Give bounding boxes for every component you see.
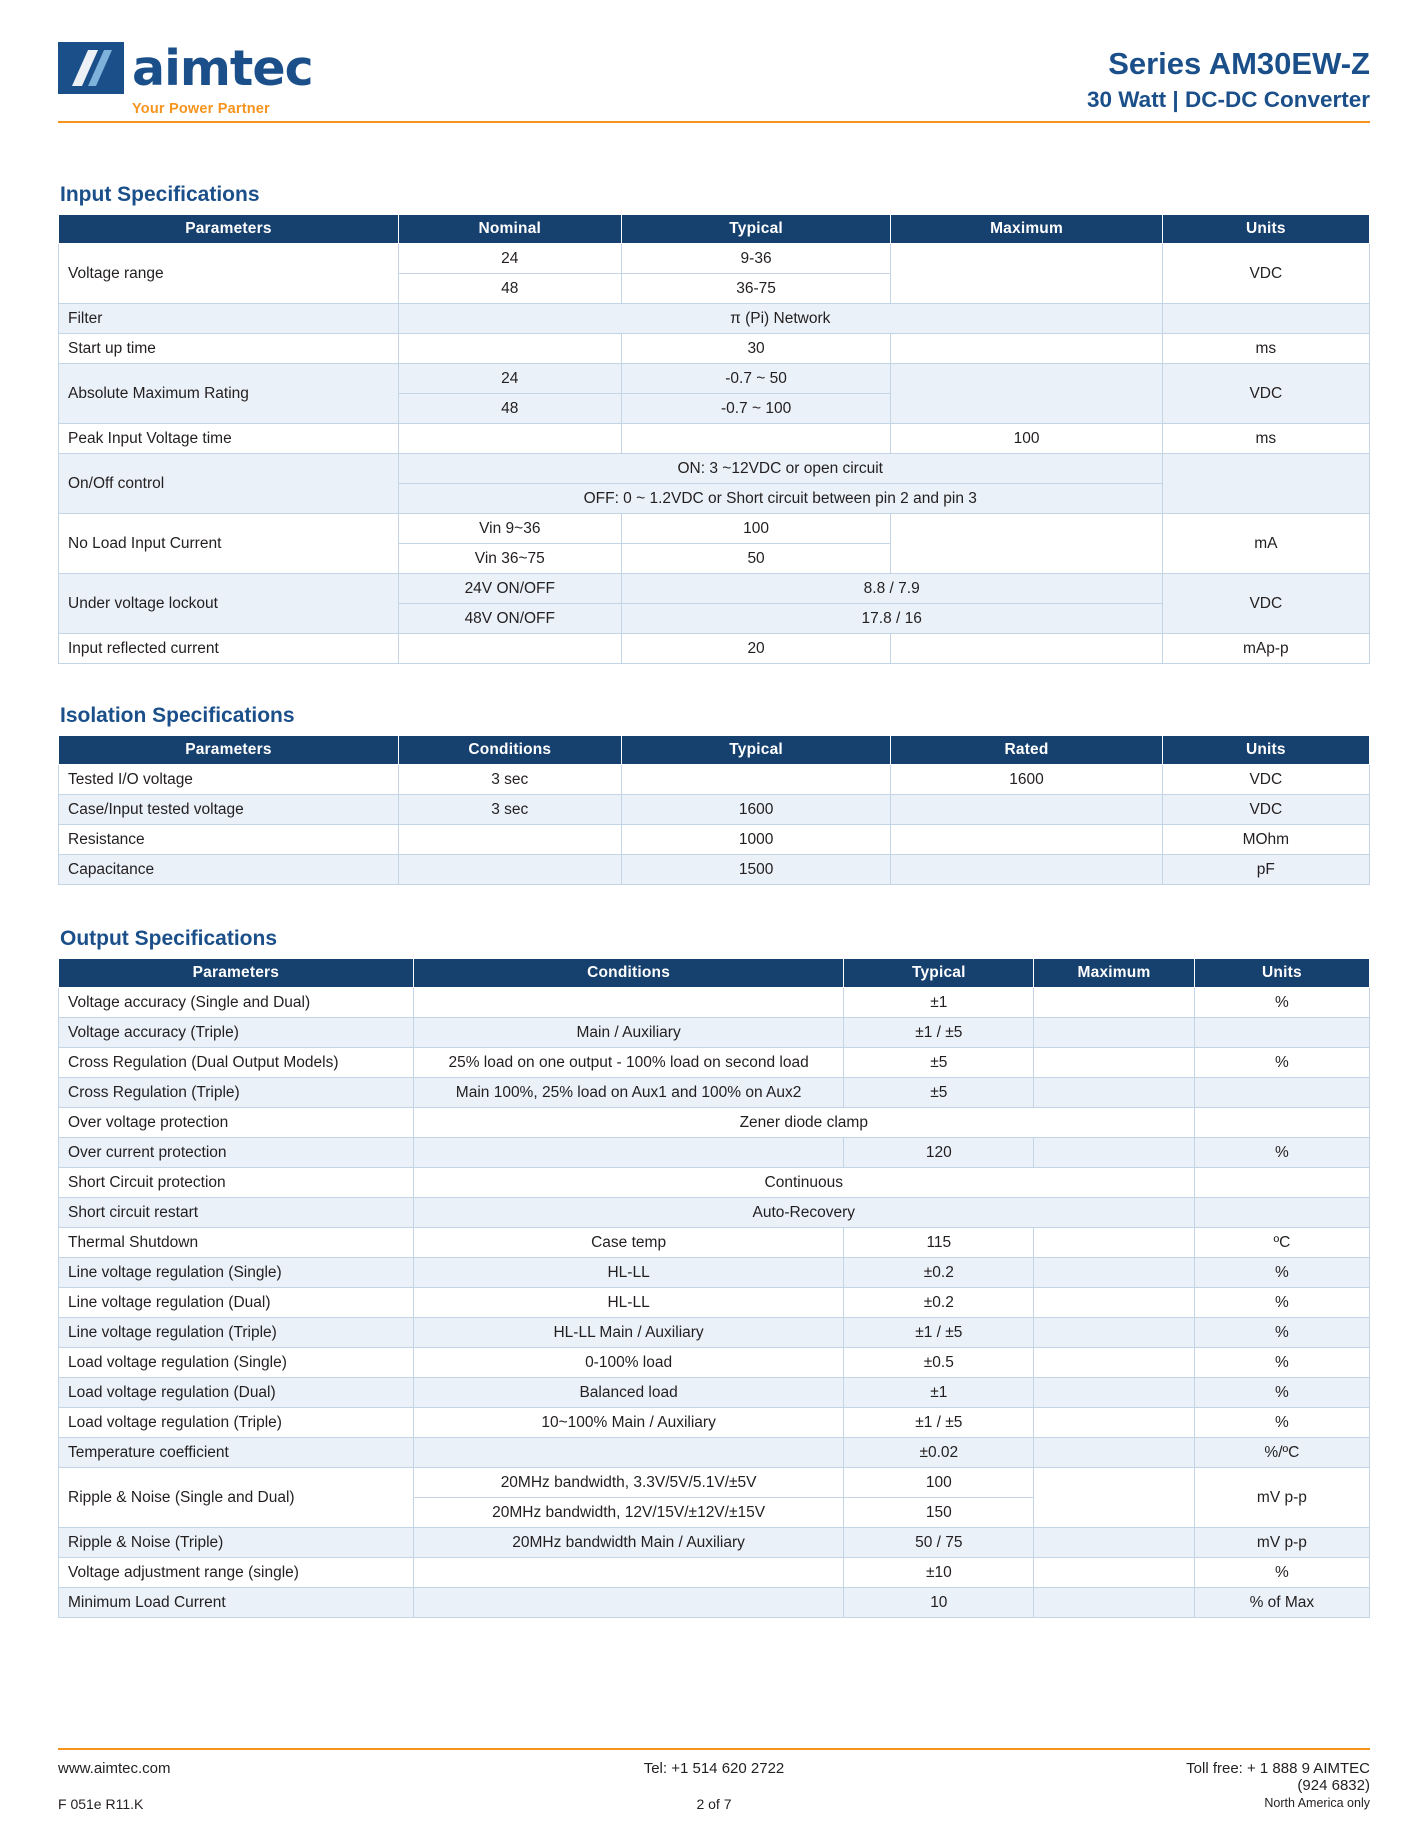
param-voltage-accuracy-single-dual: Voltage accuracy (Single and Dual) <box>59 988 414 1018</box>
input-specifications-table <box>58 214 1370 664</box>
cell-off-state: OFF: 0 ~ 1.2VDC or Short circuit between pin 2 and pin 3 <box>398 484 1162 514</box>
cell-typical: 1000 <box>621 825 891 855</box>
cell-nominal: 48 <box>398 394 621 424</box>
cell-nominal: 24 <box>398 244 621 274</box>
cell-units: VDC <box>1162 574 1369 634</box>
input-specifications-section <box>58 183 1370 664</box>
table-row <box>59 795 1370 825</box>
cell-units: % <box>1194 1318 1369 1348</box>
cell-units: ms <box>1162 424 1369 454</box>
cell-units <box>1194 1078 1369 1108</box>
cell-nominal <box>398 634 621 664</box>
cell-typical: ±5 <box>844 1078 1034 1108</box>
cell-conditions: HL-LL <box>413 1258 844 1288</box>
cell-units: mA <box>1162 514 1369 574</box>
cell-rated <box>891 855 1162 885</box>
param-ripple-noise-single-dual: Ripple & Noise (Single and Dual) <box>59 1468 414 1528</box>
cell-typical: 100 <box>621 514 891 544</box>
cell-nominal: Vin 9~36 <box>398 514 621 544</box>
footer-tollfree-alt: (924 6832) <box>1297 1777 1370 1794</box>
table-header-row <box>59 959 1370 988</box>
cell-typical: 50 <box>621 544 891 574</box>
cell-maximum <box>1034 1378 1195 1408</box>
col-typical: Typical <box>621 736 891 765</box>
cell-rated <box>891 825 1162 855</box>
col-conditions: Conditions <box>398 736 621 765</box>
cell-maximum <box>1034 1018 1195 1048</box>
cell-units <box>1194 1018 1369 1048</box>
table-row <box>59 334 1370 364</box>
cell-maximum <box>1034 1558 1195 1588</box>
cell-units: % <box>1194 1258 1369 1288</box>
cell-typical: -0.7 ~ 50 <box>621 364 891 394</box>
param-load-voltage-regulation-single: Load voltage regulation (Single) <box>59 1348 414 1378</box>
cell-conditions: 20MHz bandwidth, 3.3V/5V/5.1V/±5V <box>413 1468 844 1498</box>
cell-conditions: 20MHz bandwidth, 12V/15V/±12V/±15V <box>413 1498 844 1528</box>
table-row <box>59 765 1370 795</box>
cell-maximum <box>1034 1288 1195 1318</box>
table-row <box>59 1378 1370 1408</box>
cell-span-value: Continuous <box>413 1168 1194 1198</box>
cell-typical: 1500 <box>621 855 891 885</box>
cell-rated: 1600 <box>891 765 1162 795</box>
cell-typical: 9-36 <box>621 244 891 274</box>
param-voltage-range: Voltage range <box>59 244 399 304</box>
param-cross-regulation-dual: Cross Regulation (Dual Output Models) <box>59 1048 414 1078</box>
cell-units <box>1194 1108 1369 1138</box>
header-divider <box>58 121 1370 123</box>
cell-maximum <box>1034 1588 1195 1618</box>
cell-units: mAp-p <box>1162 634 1369 664</box>
footer-website[interactable]: www.aimtec.com <box>58 1760 171 1777</box>
table-row <box>59 1408 1370 1438</box>
cell-conditions <box>413 1558 844 1588</box>
cell-units: % <box>1194 1408 1369 1438</box>
footer-tollfree: Toll free: + 1 888 9 AIMTEC <box>1186 1760 1370 1777</box>
cell-typical: 20 <box>621 634 891 664</box>
cell-typical: 100 <box>844 1468 1034 1498</box>
cell-typical: ±1 / ±5 <box>844 1408 1034 1438</box>
cell-maximum <box>891 514 1162 574</box>
output-specifications-table <box>58 958 1370 1618</box>
footer-doc-id: F 051e R11.K <box>58 1796 144 1812</box>
param-voltage-accuracy-triple: Voltage accuracy (Triple) <box>59 1018 414 1048</box>
cell-maximum <box>1034 988 1195 1018</box>
cell-units: VDC <box>1162 765 1369 795</box>
cell-units: % <box>1194 1378 1369 1408</box>
cell-conditions <box>413 1588 844 1618</box>
cell-typical: 17.8 / 16 <box>621 604 1162 634</box>
col-conditions: Conditions <box>413 959 844 988</box>
col-nominal: Nominal <box>398 215 621 244</box>
brand-logo <box>58 40 313 117</box>
col-units: Units <box>1162 215 1369 244</box>
cell-units: ms <box>1162 334 1369 364</box>
col-maximum: Maximum <box>1034 959 1195 988</box>
table-row <box>59 1438 1370 1468</box>
cell-units <box>1194 1198 1369 1228</box>
table-row <box>59 988 1370 1018</box>
table-row <box>59 855 1370 885</box>
cell-maximum <box>1034 1318 1195 1348</box>
col-typical: Typical <box>844 959 1034 988</box>
cell-maximum <box>1034 1408 1195 1438</box>
param-under-voltage-lockout: Under voltage lockout <box>59 574 399 634</box>
cell-typical: 150 <box>844 1498 1034 1528</box>
cell-typical: ±1 / ±5 <box>844 1018 1034 1048</box>
cell-typical: 115 <box>844 1228 1034 1258</box>
section-title-output: Output Specifications <box>60 927 278 950</box>
cell-typical <box>621 424 891 454</box>
cell-nominal: 24 <box>398 364 621 394</box>
output-specifications-section <box>58 927 1370 1618</box>
page-header <box>58 0 1370 117</box>
cell-conditions: HL-LL <box>413 1288 844 1318</box>
cell-conditions: 3 sec <box>398 795 621 825</box>
page-footer <box>58 1748 1370 1812</box>
cell-typical: ±0.02 <box>844 1438 1034 1468</box>
param-short-circuit-restart: Short circuit restart <box>59 1198 414 1228</box>
cell-units: %/ºC <box>1194 1438 1369 1468</box>
cell-conditions: Main / Auxiliary <box>413 1018 844 1048</box>
table-row <box>59 244 1370 274</box>
col-units: Units <box>1162 736 1369 765</box>
cell-maximum <box>1034 1138 1195 1168</box>
cell-nominal: 48 <box>398 274 621 304</box>
cell-nominal: 48V ON/OFF <box>398 604 621 634</box>
table-row <box>59 1228 1370 1258</box>
cell-conditions <box>413 1438 844 1468</box>
aimtec-logo-icon <box>58 40 124 96</box>
table-row <box>59 1558 1370 1588</box>
param-input-reflected-current: Input reflected current <box>59 634 399 664</box>
table-row <box>59 1468 1370 1498</box>
col-rated: Rated <box>891 736 1162 765</box>
table-row <box>59 1288 1370 1318</box>
cell-conditions <box>398 855 621 885</box>
cell-conditions: 25% load on one output - 100% load on second load <box>413 1048 844 1078</box>
cell-conditions: Main 100%, 25% load on Aux1 and 100% on Aux2 <box>413 1078 844 1108</box>
cell-maximum <box>1034 1228 1195 1258</box>
table-header-row <box>59 215 1370 244</box>
cell-maximum <box>1034 1078 1195 1108</box>
cell-typical: ±0.5 <box>844 1348 1034 1378</box>
page-title: Series AM30EW-Z <box>1108 46 1370 81</box>
cell-units: % of Max <box>1194 1588 1369 1618</box>
cell-units: VDC <box>1162 364 1369 424</box>
cell-typical: 1600 <box>621 795 891 825</box>
param-capacitance: Capacitance <box>59 855 399 885</box>
cell-maximum <box>891 364 1162 424</box>
cell-maximum <box>1034 1468 1195 1528</box>
cell-typical: ±1 / ±5 <box>844 1318 1034 1348</box>
cell-conditions: 3 sec <box>398 765 621 795</box>
cell-maximum <box>1034 1258 1195 1288</box>
param-start-up-time: Start up time <box>59 334 399 364</box>
cell-on-state: ON: 3 ~12VDC or open circuit <box>398 454 1162 484</box>
cell-units: ºC <box>1194 1228 1369 1258</box>
table-row <box>59 574 1370 604</box>
cell-units: % <box>1194 1048 1369 1078</box>
cell-typical: ±1 <box>844 988 1034 1018</box>
cell-units: % <box>1194 1348 1369 1378</box>
cell-typical: 50 / 75 <box>844 1528 1034 1558</box>
cell-rated <box>891 795 1162 825</box>
footer-page-number: 2 of 7 <box>696 1796 732 1812</box>
cell-maximum <box>1034 1438 1195 1468</box>
cell-nominal: 24V ON/OFF <box>398 574 621 604</box>
table-row <box>59 304 1370 334</box>
table-row <box>59 1318 1370 1348</box>
param-no-load-input-current: No Load Input Current <box>59 514 399 574</box>
param-resistance: Resistance <box>59 825 399 855</box>
cell-typical: ±0.2 <box>844 1258 1034 1288</box>
cell-units <box>1162 454 1369 514</box>
cell-typical: ±10 <box>844 1558 1034 1588</box>
cell-nominal: Vin 36~75 <box>398 544 621 574</box>
param-filter: Filter <box>59 304 399 334</box>
table-row <box>59 1168 1370 1198</box>
table-row <box>59 1108 1370 1138</box>
param-over-current-protection: Over current protection <box>59 1138 414 1168</box>
table-row <box>59 514 1370 544</box>
footer-tel: Tel: +1 514 620 2722 <box>643 1760 785 1777</box>
brand-tagline: Your Power Partner <box>132 101 270 117</box>
table-row <box>59 825 1370 855</box>
cell-units: mV p-p <box>1194 1468 1369 1528</box>
cell-typical: 10 <box>844 1588 1034 1618</box>
brand-name: aimtec <box>132 39 313 97</box>
cell-span-value: Zener diode clamp <box>413 1108 1194 1138</box>
param-on-off-control: On/Off control <box>59 454 399 514</box>
cell-units: % <box>1194 1138 1369 1168</box>
cell-maximum <box>891 334 1162 364</box>
cell-typical: 120 <box>844 1138 1034 1168</box>
col-parameters: Parameters <box>59 215 399 244</box>
param-short-circuit-protection: Short Circuit protection <box>59 1168 414 1198</box>
cell-maximum <box>1034 1528 1195 1558</box>
cell-units <box>1194 1168 1369 1198</box>
param-cross-regulation-triple: Cross Regulation (Triple) <box>59 1078 414 1108</box>
cell-units: % <box>1194 1558 1369 1588</box>
cell-typical: 36-75 <box>621 274 891 304</box>
param-minimum-load-current: Minimum Load Current <box>59 1588 414 1618</box>
table-row <box>59 1138 1370 1168</box>
cell-conditions: 10~100% Main / Auxiliary <box>413 1408 844 1438</box>
table-row <box>59 634 1370 664</box>
cell-typical: ±5 <box>844 1048 1034 1078</box>
table-row <box>59 1018 1370 1048</box>
cell-typical: ±1 <box>844 1378 1034 1408</box>
cell-filter-value: π (Pi) Network <box>398 304 1162 334</box>
param-temperature-coefficient: Temperature coefficient <box>59 1438 414 1468</box>
cell-conditions <box>413 988 844 1018</box>
section-title-isolation: Isolation Specifications <box>60 704 295 727</box>
param-line-voltage-regulation-single: Line voltage regulation (Single) <box>59 1258 414 1288</box>
param-thermal-shutdown: Thermal Shutdown <box>59 1228 414 1258</box>
cell-typical: -0.7 ~ 100 <box>621 394 891 424</box>
cell-conditions <box>413 1138 844 1168</box>
cell-units: MOhm <box>1162 825 1369 855</box>
cell-units: pF <box>1162 855 1369 885</box>
cell-conditions: Balanced load <box>413 1378 844 1408</box>
table-header-row <box>59 736 1370 765</box>
param-tested-io-voltage: Tested I/O voltage <box>59 765 399 795</box>
table-row <box>59 1588 1370 1618</box>
param-load-voltage-regulation-dual: Load voltage regulation (Dual) <box>59 1378 414 1408</box>
col-parameters: Parameters <box>59 959 414 988</box>
table-row <box>59 1198 1370 1228</box>
cell-conditions: HL-LL Main / Auxiliary <box>413 1318 844 1348</box>
isolation-specifications-table <box>58 735 1370 885</box>
param-case-input-tested-voltage: Case/Input tested voltage <box>59 795 399 825</box>
cell-units <box>1162 304 1369 334</box>
cell-units: % <box>1194 1288 1369 1318</box>
cell-maximum <box>891 244 1162 304</box>
cell-nominal <box>398 334 621 364</box>
table-row <box>59 454 1370 484</box>
table-row <box>59 364 1370 394</box>
param-line-voltage-regulation-dual: Line voltage regulation (Dual) <box>59 1288 414 1318</box>
col-parameters: Parameters <box>59 736 399 765</box>
table-row <box>59 1528 1370 1558</box>
cell-units: VDC <box>1162 795 1369 825</box>
page-subtitle: 30 Watt | DC-DC Converter <box>1087 86 1370 112</box>
cell-conditions: Case temp <box>413 1228 844 1258</box>
cell-conditions: 0-100% load <box>413 1348 844 1378</box>
cell-typical: ±0.2 <box>844 1288 1034 1318</box>
col-maximum: Maximum <box>891 215 1162 244</box>
param-line-voltage-regulation-triple: Line voltage regulation (Triple) <box>59 1318 414 1348</box>
cell-span-value: Auto-Recovery <box>413 1198 1194 1228</box>
param-ripple-noise-triple: Ripple & Noise (Triple) <box>59 1528 414 1558</box>
cell-typical: 30 <box>621 334 891 364</box>
param-peak-input-voltage-time: Peak Input Voltage time <box>59 424 399 454</box>
col-typical: Typical <box>621 215 891 244</box>
cell-maximum <box>1034 1048 1195 1078</box>
cell-units: VDC <box>1162 244 1369 304</box>
cell-units: % <box>1194 988 1369 1018</box>
document-title-block <box>1087 40 1370 113</box>
cell-maximum <box>1034 1348 1195 1378</box>
table-row <box>59 1348 1370 1378</box>
table-row <box>59 424 1370 454</box>
section-title-input: Input Specifications <box>60 183 260 206</box>
cell-typical <box>621 765 891 795</box>
cell-typical: 8.8 / 7.9 <box>621 574 1162 604</box>
cell-maximum: 100 <box>891 424 1162 454</box>
cell-nominal <box>398 424 621 454</box>
table-row <box>59 1258 1370 1288</box>
table-row <box>59 1078 1370 1108</box>
param-absolute-maximum-rating: Absolute Maximum Rating <box>59 364 399 424</box>
param-voltage-adjustment-range: Voltage adjustment range (single) <box>59 1558 414 1588</box>
table-row <box>59 1048 1370 1078</box>
isolation-specifications-section <box>58 704 1370 885</box>
footer-divider <box>58 1748 1370 1750</box>
cell-maximum <box>891 634 1162 664</box>
cell-conditions <box>398 825 621 855</box>
param-over-voltage-protection: Over voltage protection <box>59 1108 414 1138</box>
footer-region-note: North America only <box>1264 1796 1370 1810</box>
param-load-voltage-regulation-triple: Load voltage regulation (Triple) <box>59 1408 414 1438</box>
cell-conditions: 20MHz bandwidth Main / Auxiliary <box>413 1528 844 1558</box>
col-units: Units <box>1194 959 1369 988</box>
cell-units: mV p-p <box>1194 1528 1369 1558</box>
